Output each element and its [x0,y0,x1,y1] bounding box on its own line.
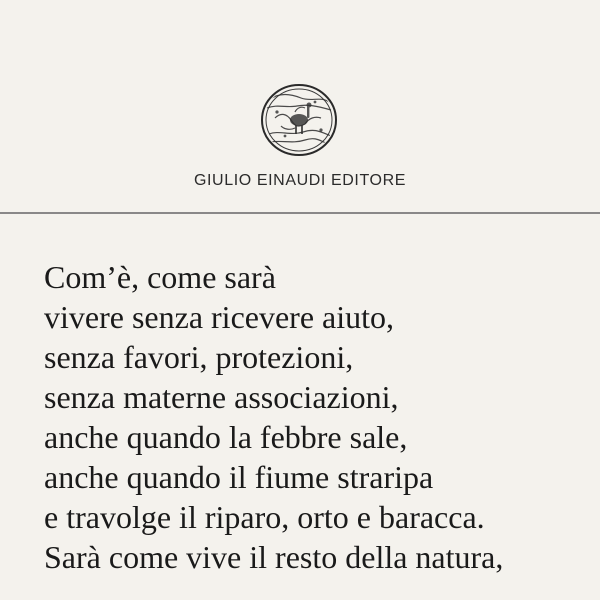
poem-line: senza materne associazioni, [44,379,399,415]
einaudi-ostrich-seal-icon [251,72,347,168]
publisher-name: GIULIO EINAUDI EDITORE [193,172,407,189]
poem-line: Sarà come vive il resto della natura, [44,539,504,575]
poem-line: anche quando la febbre sale, [44,419,408,455]
poem-line: e travolge il riparo, orto e baracca. [44,499,485,535]
poem-excerpt [44,257,600,577]
poem-line: senza favori, protezioni, [44,339,354,375]
poem-line: vivere senza ricevere aiuto, [44,299,395,335]
poem-line: Com’è, come sarà [44,259,276,295]
horizontal-rule [0,212,600,214]
poem-line: anche quando il fiume straripa [44,459,434,495]
cropped-title-text [168,0,430,4]
